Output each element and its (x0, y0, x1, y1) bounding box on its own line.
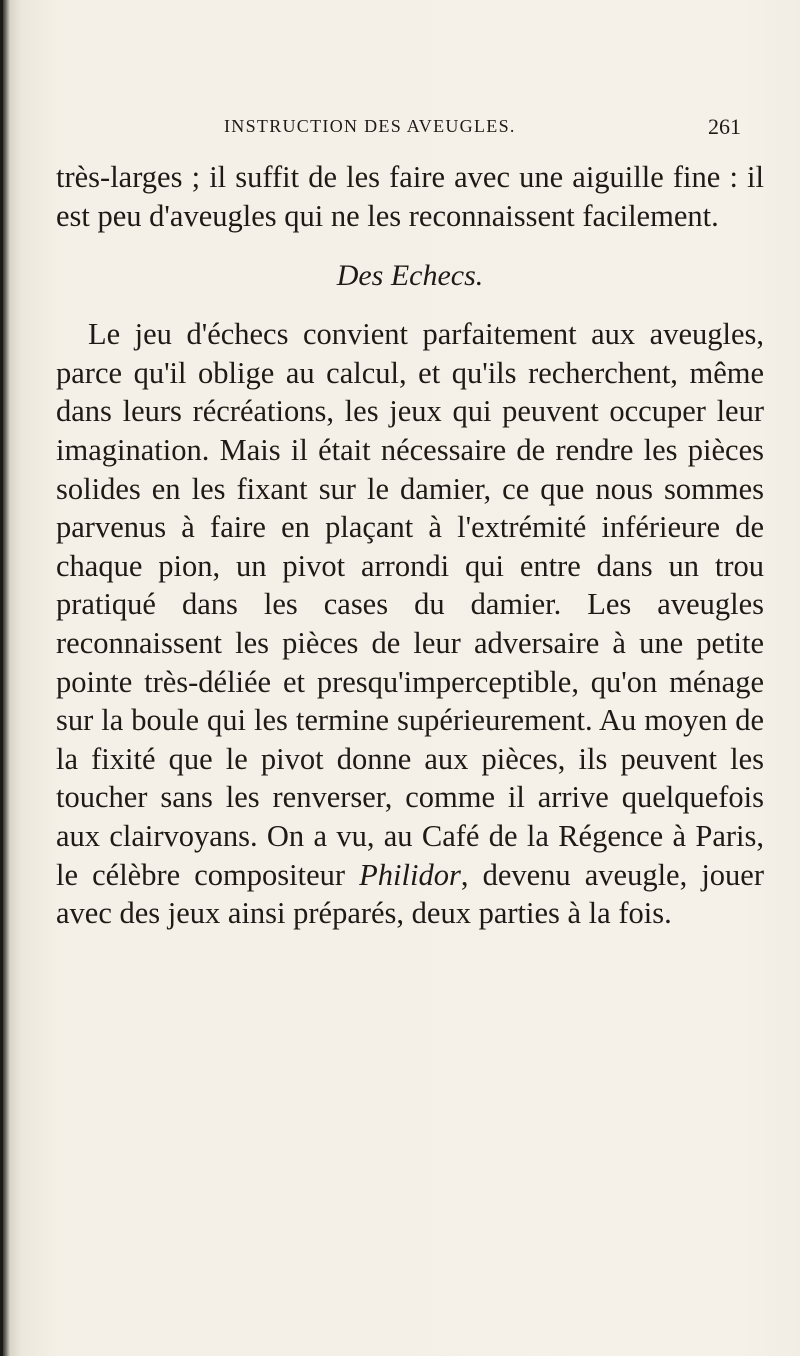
paragraph-echecs (56, 315, 764, 933)
paragraph-text-end: , devenu aveugle, jouer avec des jeux ainsi préparés, deux parties à la fois. (56, 857, 764, 931)
body-text (56, 158, 764, 933)
page-header (0, 116, 800, 146)
page-number: 261 (708, 114, 741, 139)
page-binding-edge (0, 0, 3, 1356)
running-title: INSTRUCTION DES AVEUGLES. (224, 116, 516, 136)
proper-name-philidor: Philidor (359, 857, 461, 892)
paragraph-continued: très-larges ; il suffit de les faire avec une aiguille fine : il est peu d'aveugles qui ne les reconnaissent facilement. (56, 160, 764, 233)
paragraph-text: Le jeu d'échecs convient parfaitement aux aveugles, parce qu'il oblige au calcul, et qu'ils recherchent, même dans leurs récréations, les jeux qui peuvent occuper leur imagination. Mais il était nécessaire de rendre les pièces solides en les fixant sur le damier, ce que nous sommes parvenus à faire en plaçant à l'extrémité inférieure de chaque pion, un pivot arrondi qui entre dans un trou pratiqué dans les cases du damier. Les aveugles reconnaissent les pièces de leur adversaire à une petite pointe très-déliée et presqu'imperceptible, qu'on ménage sur la boule qui les termine supérieurement. Au moyen de la fixité que le pivot donne aux pièces, ils peuvent les toucher sans les renverser, comme il arrive quelquefois aux clairvoyans. On a vu, au Café de la Régence à Paris, le célèbre compositeur (56, 317, 764, 892)
section-heading: Des Echecs. (336, 259, 484, 293)
